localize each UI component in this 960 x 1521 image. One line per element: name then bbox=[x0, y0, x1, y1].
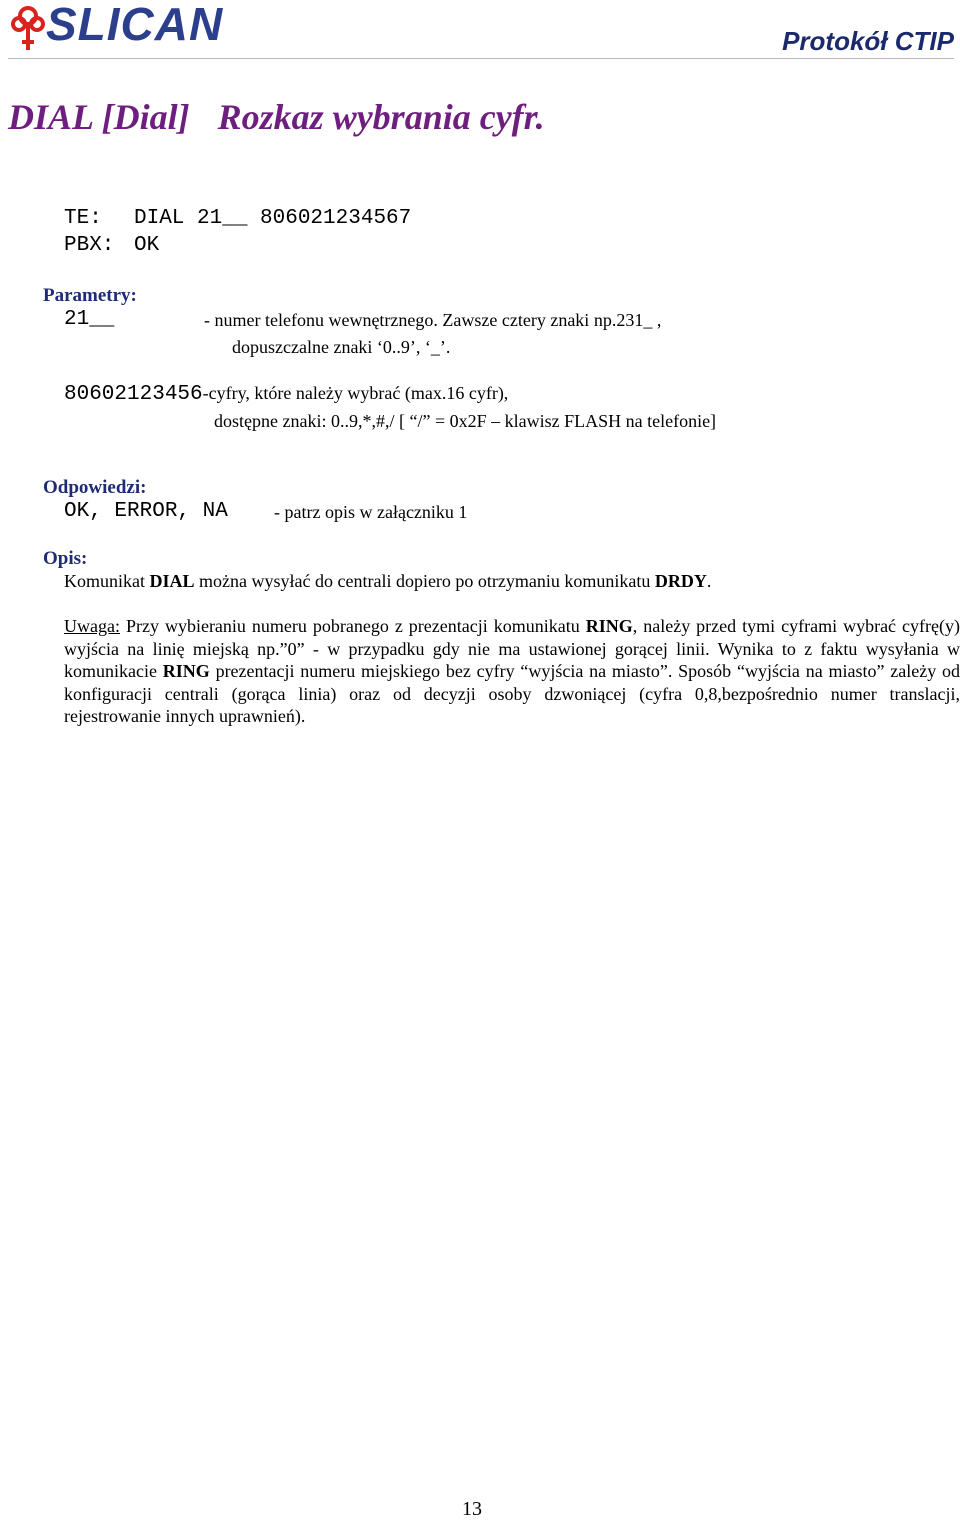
header-title: Protokół CTIP bbox=[782, 26, 954, 56]
page-number: 13 bbox=[462, 1498, 482, 1520]
page-title bbox=[8, 96, 545, 138]
description-keyword-drdy: DRDY bbox=[654, 571, 707, 591]
logo-text: SLICAN bbox=[46, 0, 224, 50]
description-heading: Opis: bbox=[43, 548, 88, 569]
note-text-2: , należy przed tymi cyframi wybrać cyfrę(y) wyjścia na linię miejską np.”0” - w przypadku gdy nie ma ustawionej gorącej linii. Wynika to z faktu wysyłania w komunikacie bbox=[64, 616, 960, 681]
parameters-heading: Parametry: bbox=[43, 285, 137, 306]
description-text-1: Komunikat bbox=[64, 571, 150, 591]
slican-logo bbox=[8, 2, 230, 54]
note-paragraph bbox=[64, 615, 960, 728]
note-keyword-ring-1: RING bbox=[585, 616, 633, 636]
note-text-3: prezentacji numeru miejskiego bez cyfry “wyjścia na miasto”. Sposób “wyjścia na miasto” zależy od konfiguracji centrali (gorąca linia) oraz od decyzji osoby dzwoniącej (cyfra 0,8,bezpośrednio numer translacji, rejestrowanie innych uprawnień). bbox=[64, 661, 960, 726]
param-2-desc-line1: -cyfry, które należy wybrać (max.16 cyfr), bbox=[202, 383, 509, 403]
example-pbx-value: OK bbox=[134, 234, 160, 257]
param-2-code: 80602123456 bbox=[64, 383, 203, 406]
example-pbx-label: PBX: bbox=[64, 234, 115, 257]
note-keyword-ring-2: RING bbox=[162, 661, 210, 681]
param-2 bbox=[64, 383, 508, 406]
response-desc: - patrz opis w załączniku 1 bbox=[274, 502, 468, 522]
command-description: Rozkaz wybrania cyfr. bbox=[217, 97, 545, 137]
command-name: DIAL [Dial] bbox=[8, 97, 190, 137]
flower-icon bbox=[8, 2, 48, 52]
example-te-label: TE: bbox=[64, 207, 102, 230]
description-text-3: . bbox=[706, 571, 712, 591]
note-text-1: Przy wybieraniu numeru pobranego z prezentacji komunikatu bbox=[119, 616, 586, 636]
param-1-desc-line1: - numer telefonu wewnętrznego. Zawsze cztery znaki np.231_ , bbox=[204, 310, 662, 330]
response-codes: OK, ERROR, NA bbox=[64, 500, 228, 523]
param-1-desc-line2: dopuszczalne znaki ‘0..9’, ‘_’. bbox=[232, 337, 451, 357]
description-text-2: można wysyłać do centrali dopiero po otrzymaniu komunikatu bbox=[194, 571, 655, 591]
param-1-code: 21__ bbox=[64, 308, 115, 331]
description-text bbox=[64, 571, 711, 592]
responses-heading: Odpowiedzi: bbox=[43, 477, 147, 498]
description-keyword-dial: DIAL bbox=[149, 571, 195, 591]
header-divider bbox=[8, 58, 954, 59]
note-label: Uwaga: bbox=[64, 616, 120, 636]
example-te-value: DIAL 21__ 806021234567 bbox=[134, 207, 412, 230]
param-2-desc-line2: dostępne znaki: 0..9,*,#,/ [ “/” = 0x2F – klawisz FLASH na telefonie] bbox=[214, 411, 717, 431]
